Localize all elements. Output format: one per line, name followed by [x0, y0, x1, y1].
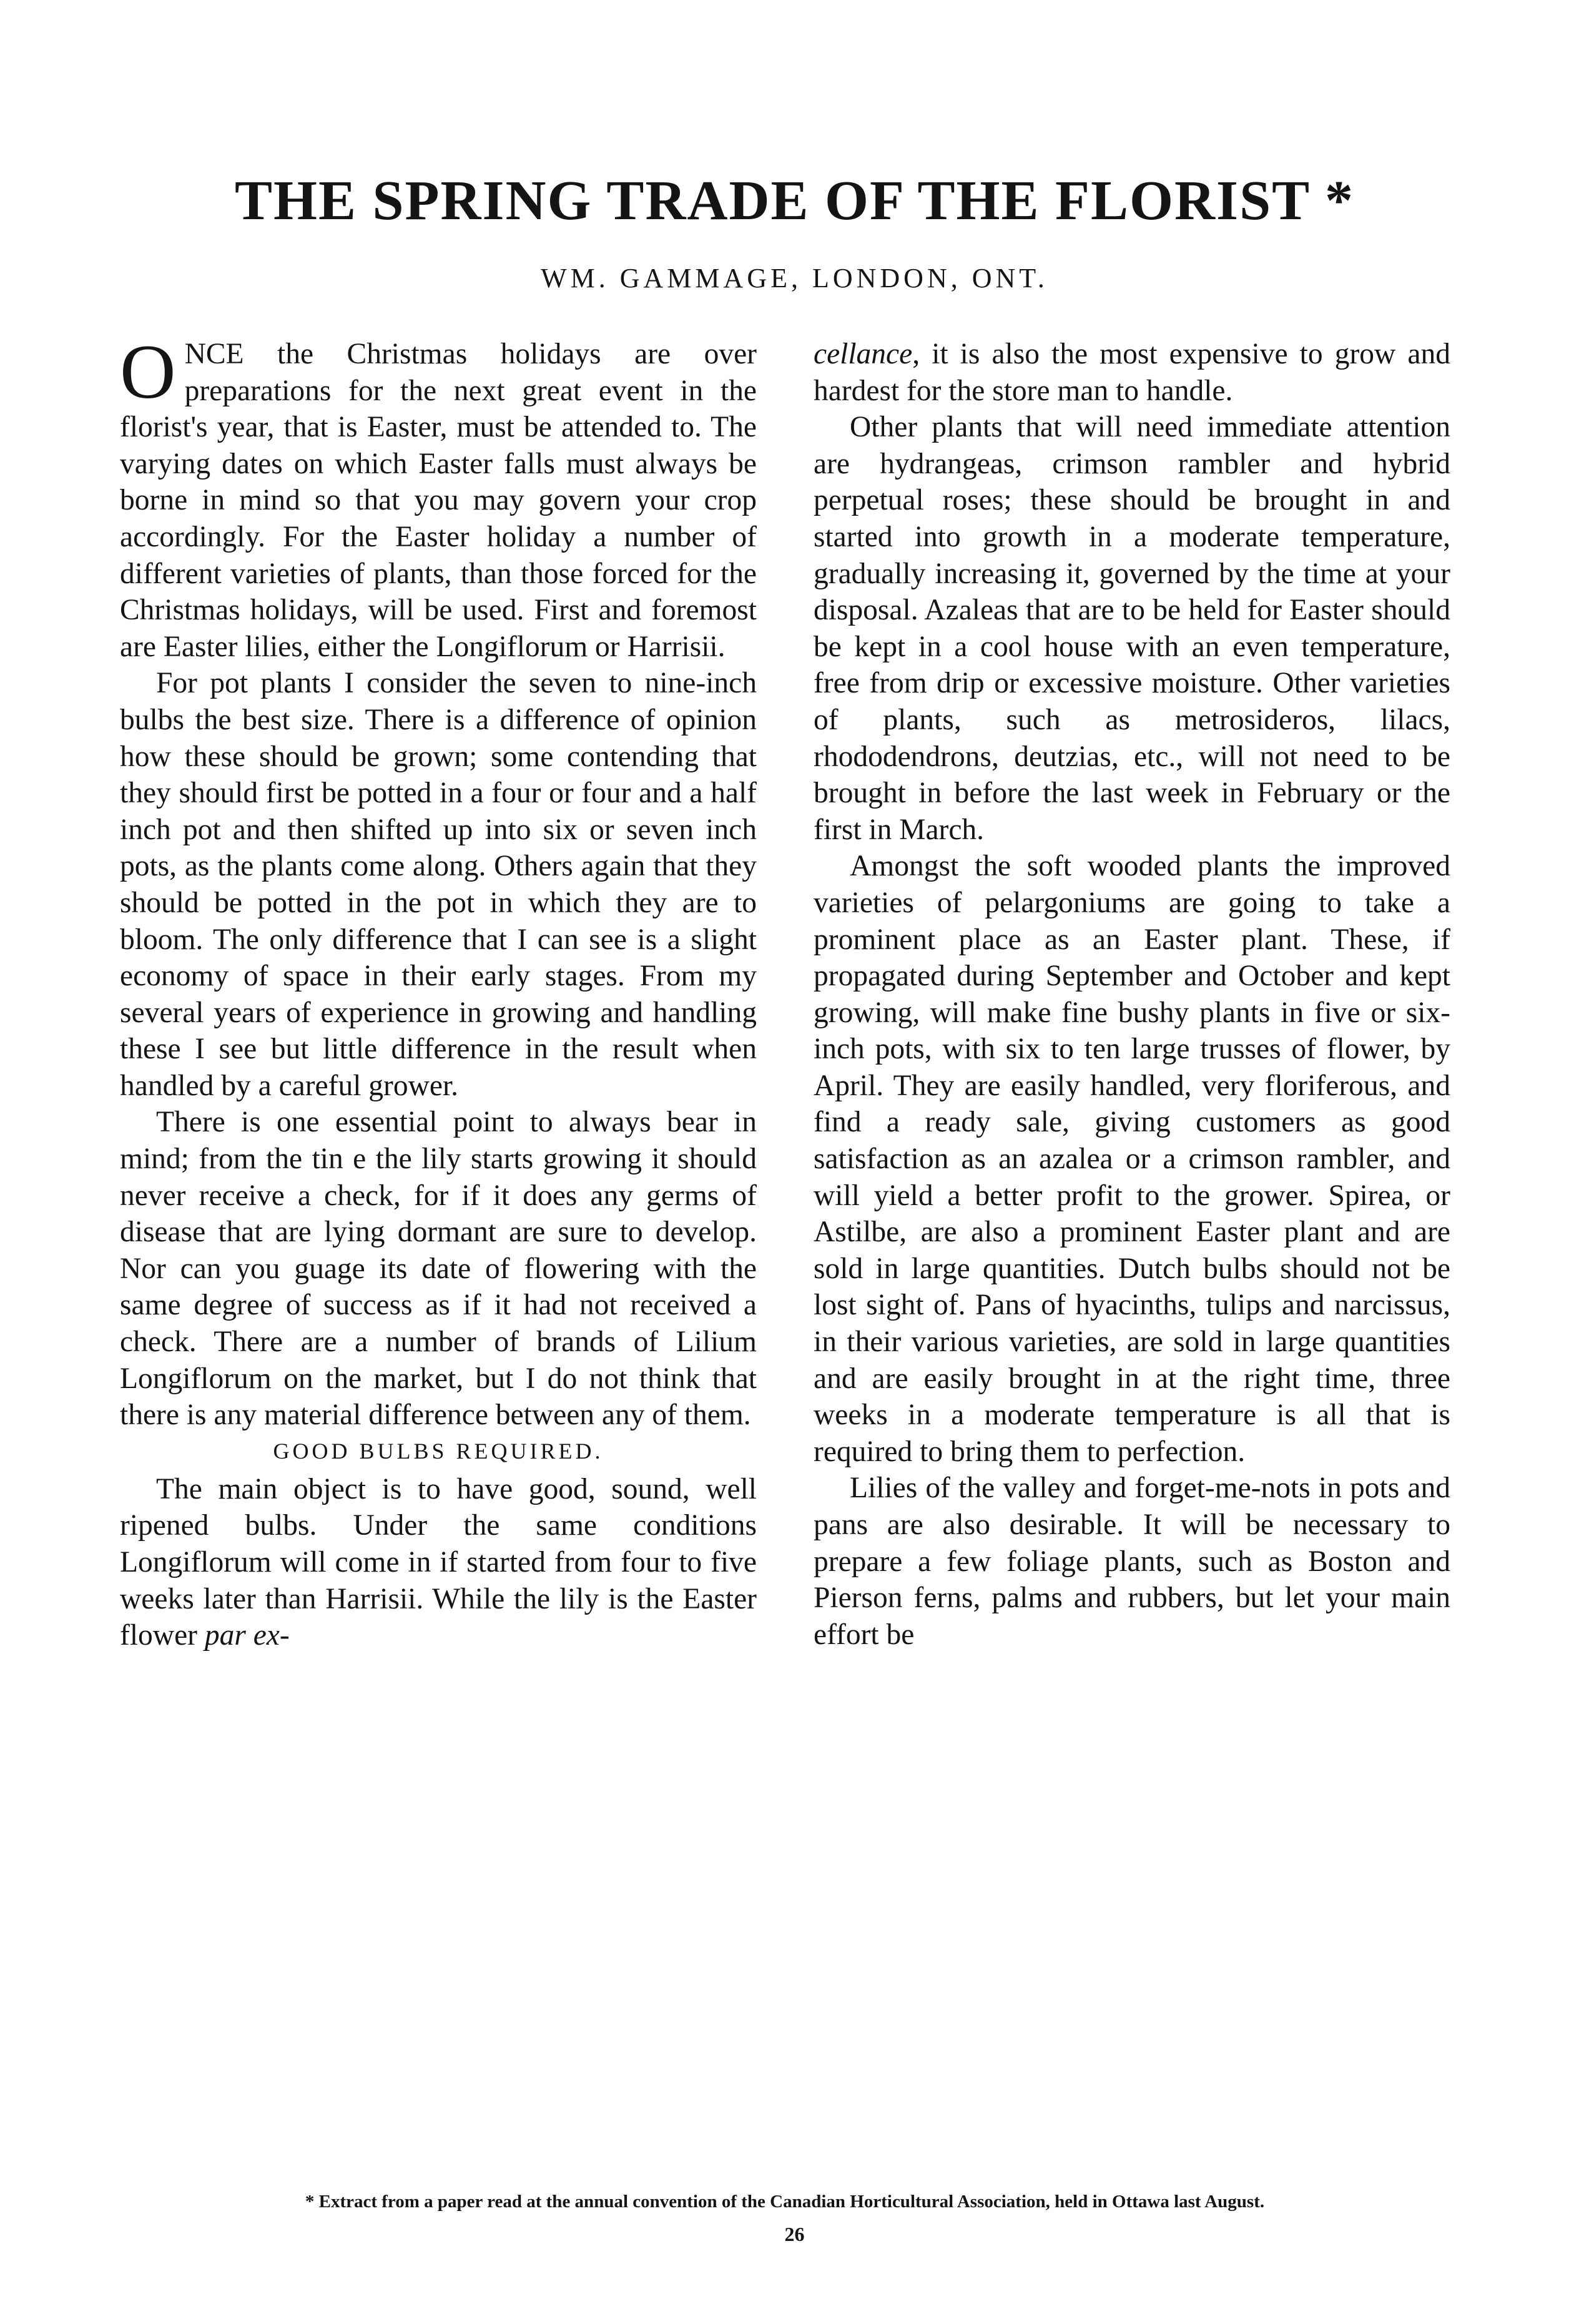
footnote: * Extract from a paper read at the annual convention of the Canadian Horticultural Association, held in Ottawa last August. [305, 2192, 1265, 2212]
left-column [120, 329, 757, 1654]
paragraph-5: Other plants that will need immediate attention are hydrangeas, crimson rambler and hybrid perpetual roses; these should be brought in and started into growth in a moderate temperature, gradually increasing it, governed by the time at your disposal. Azaleas that are to be held for Easter should be kept in a cool house with an even temperature, free from drip or excessive moisture. Other varieties of plants, such as metrosideros, lilacs, rhododendrons, deutzias, etc., will not need to be brought in before the last week in February or the first in March. [814, 411, 1450, 846]
page-number: 26 [784, 2223, 805, 2245]
drop-cap: O [120, 329, 176, 415]
paragraph-4-continued [814, 336, 1450, 409]
article-title: THE SPRING TRADE OF THE FLORIST * [234, 170, 1355, 232]
paragraph-1 [120, 329, 757, 665]
paragraph-4-text: The main object is to have good, sound, well ripened bulbs. Under the same conditions Longiflorum will come in if started from four to five weeks later than Harrisii. While the lily is the Easter flower [120, 1472, 757, 1652]
article-byline: WM. GAMMAGE, LONDON, ONT. [541, 263, 1048, 293]
paragraph-2: For pot plants I consider the seven to nine-inch bulbs the best size. There is a difference of opinion how these should be grown; some contending that they should first be potted in a four or four and a half inch pot and then shifted up into six or seven inch pots, as the plants come along. Others again that they should be potted in the pot in which they are to bloom. The only difference that I can see is a slight economy of space in their early stages. From my several years of experience in growing and handling these I see but little difference in the result when handled by a careful grower. [120, 667, 757, 1102]
paragraph-4-continued-italic: cellance [814, 338, 913, 370]
paragraph-1-text: NCE the Christmas holidays are over preparations for the next great event in the florist's year, that is Easter, must be attended to. The varying dates on which Easter falls must always be borne in mind so that you may govern your crop accordingly. For the Easter holiday a number of different varieties of plants, than those forced for the Christmas holidays, will be used. First and foremost are Easter lilies, either the Longiflorum or Harrisii. [120, 338, 757, 663]
paragraph-6: Amongst the soft wooded plants the improved varieties of pelargoniums are going to take a prominent place as an Easter plant. These, if propagated during September and October and kept growing, will make fine bushy plants in five or six-inch pots, with six to ten large trusses of flower, by April. They are easily handled, very floriferous, and find a ready sale, giving customers as good satisfaction as an azalea or a crimson rambler, and will yield a better profit to the grower. Spirea, or Astilbe, are also a prominent Easter plant and are sold in large quantities. Dutch bulbs should not be lost sight of. Pans of hyacinths, tulips and narcissus, in their various varieties, are sold in large quantities and are easily brought in at the right time, three weeks in a moderate temperature is all that is required to bring them to perfection. [814, 850, 1450, 1468]
paragraph-7: Lilies of the valley and forget-me-nots in pots and pans are also desirable. It will be necessary to prepare a few foliage plants, such as Boston and Pierson ferns, palms and rubbers, but let your main effort be [814, 1472, 1450, 1651]
paragraph-4-continued-text: , it is also the most expensive to grow and hardest for the store man to handle. [814, 338, 1450, 407]
paragraph-3: There is one essential point to always bear in mind; from the tin e the lily starts growing it should never receive a check, for if it does any germs of disease that are lying dormant are sure to develop. Nor can you guage its date of flowering with the same degree of success as if it had not received a check. There are a number of brands of Lilium Longiflorum on the market, but I do not think that there is any material difference between any of them. [120, 1106, 757, 1432]
paragraph-4 [120, 1471, 757, 1654]
section-subheading: GOOD BULBS REQUIRED. [273, 1438, 604, 1464]
right-column [814, 336, 1450, 1653]
paragraph-4-italic: par ex- [204, 1619, 290, 1652]
